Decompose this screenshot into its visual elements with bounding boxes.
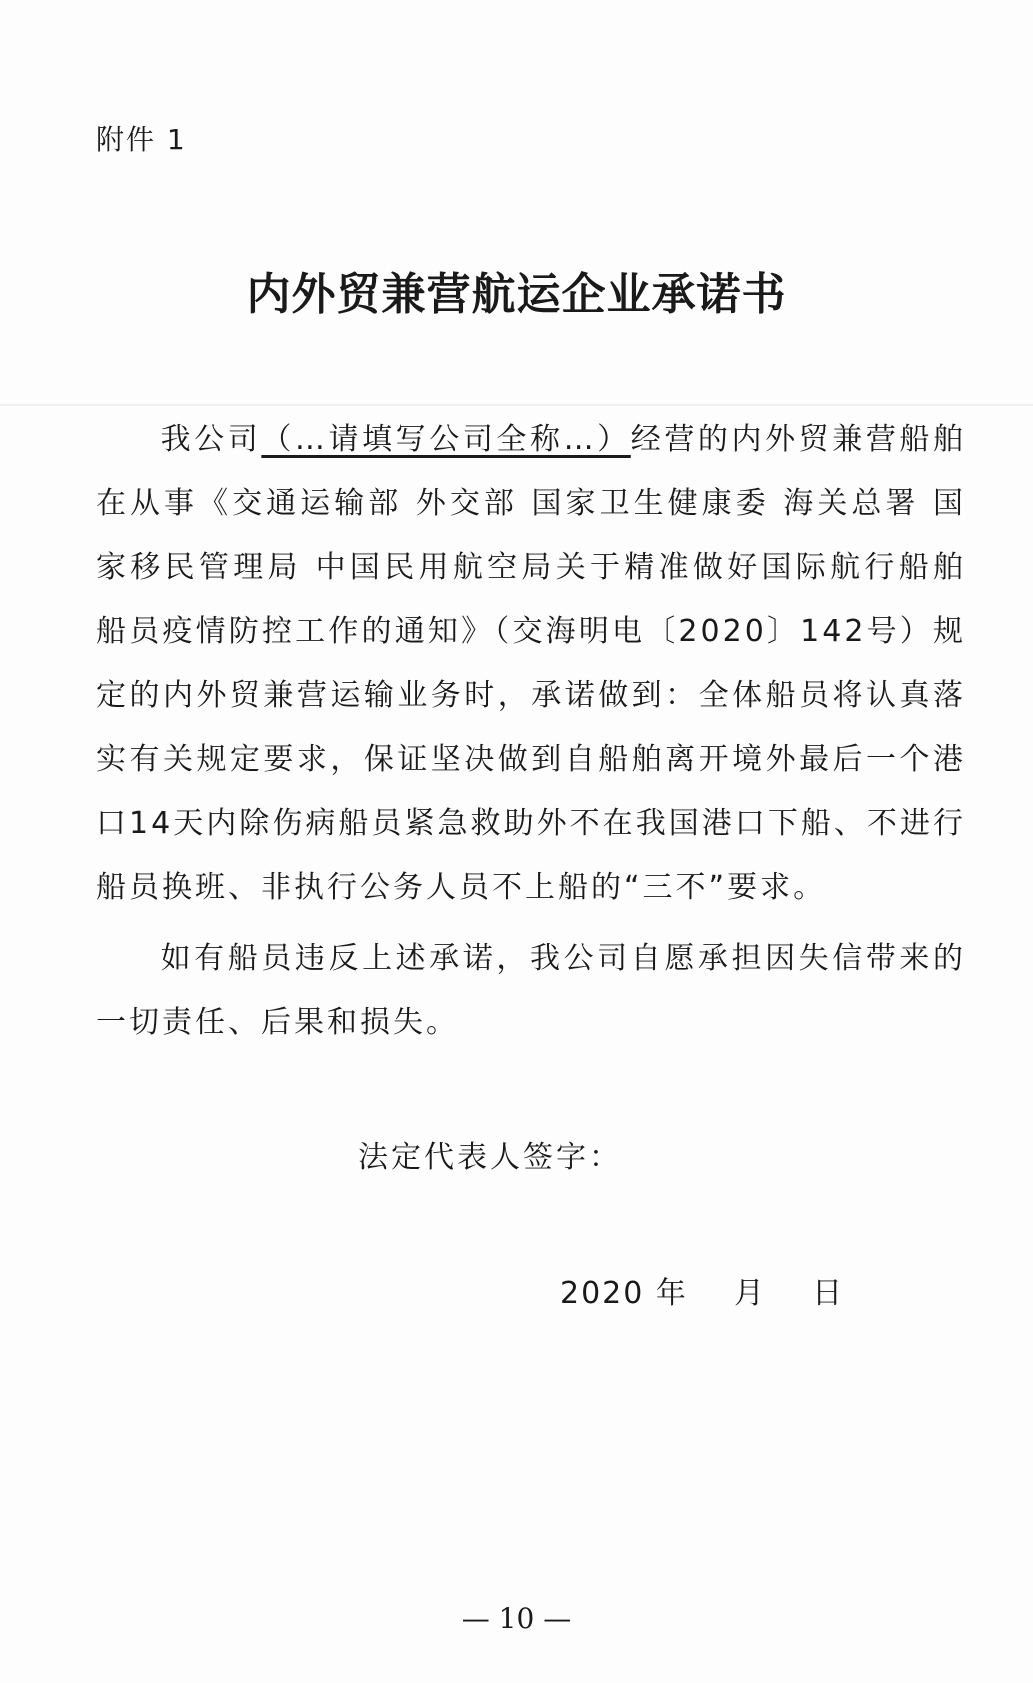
commitment-paragraph-1	[96, 408, 966, 920]
document-title: 内外贸兼营航运企业承诺书	[246, 269, 787, 320]
paragraph-1-text: 经营的内外贸兼营船舶在从事《交通运输部 外交部 国家卫生健康委 海关总署 国家移民管理局 中国民用航空局关于精准做好国际航行船舶船员疫情防控工作的通知》（交海明电〔2020〕142号）规定的内外贸兼营运输业务时，承诺做到：全体船员将认真落实有关规定要求，保证坚决做到自船舶离开境外最后一个港口14天内除伤病船员紧急救助外不在我国港口下船、不进行船员换班、非执行公务人员不上船的“三不”要求。	[96, 422, 967, 905]
company-name-blank: （…请填写公司全称…）	[261, 422, 631, 457]
paragraph-2-text: 如有船员违反上述承诺，我公司自愿承担因失信带来的一切责任、后果和损失。	[96, 941, 966, 1040]
date-line: 2020 年 月 日	[560, 1276, 845, 1311]
page-number: — 10 —	[461, 1602, 572, 1635]
scan-artifact-divider	[0, 404, 1033, 406]
commitment-paragraph-2	[96, 927, 966, 1055]
legal-representative-signature-label: 法定代表人签字：	[358, 1140, 622, 1175]
attachment-label: 附件 1	[96, 123, 187, 156]
paragraph-1-prefix: 我公司	[160, 422, 262, 457]
